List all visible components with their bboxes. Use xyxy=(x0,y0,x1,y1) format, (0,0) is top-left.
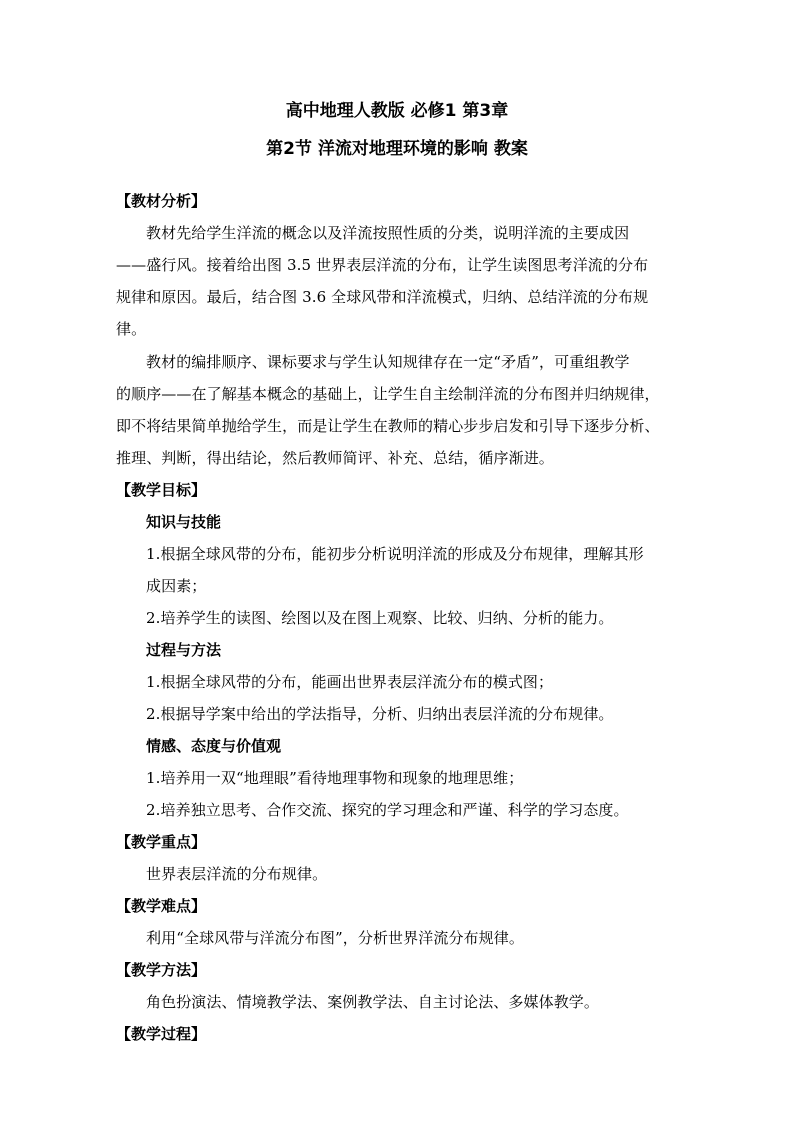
goal-process-item: 2.根据导学案中给出的学法指导，分析、归纳出表层洋流的分布规律。 xyxy=(146,705,614,723)
analysis-p1-line: 规律和原因。最后，结合图 3.6 全球风带和洋流模式，归纳、总结洋流的分布规 xyxy=(116,288,649,306)
methods-text: 角色扮演法、情境教学法、案例教学法、自主讨论法、多媒体教学。 xyxy=(146,993,600,1011)
analysis-p2-line: 教材的编排顺序、课标要求与学生认知规律存在一定“矛盾”，可重组教学 xyxy=(146,353,630,371)
document-subtitle: 第2节 洋流对地理环境的影响 教案 xyxy=(266,139,528,159)
section-heading-goals: 【教学目标】 xyxy=(116,481,207,499)
goal-knowledge-item: 2.培养学生的读图、绘图以及在图上观察、比较、归纳、分析的能力。 xyxy=(146,609,614,627)
goal-knowledge-item: 1.根据全球风带的分布，能初步分析说明洋流的形成及分布规律，理解其形 xyxy=(146,545,644,563)
key-text: 世界表层洋流的分布规律。 xyxy=(146,865,328,883)
goal-emotion-item: 1.培养用一双“地理眼”看待地理事物和现象的地理思维； xyxy=(146,769,524,787)
goal-process-item: 1.根据全球风带的分布，能画出世界表层洋流分布的模式图； xyxy=(146,673,554,691)
analysis-p2-line: 的顺序——在了解基本概念的基础上，让学生自主绘制洋流的分布图并归纳规律， xyxy=(116,385,660,403)
section-heading-difficulty: 【教学难点】 xyxy=(116,897,207,915)
goal-knowledge-item: 成因素； xyxy=(146,577,207,595)
goal-emotion-item: 2.培养独立思考、合作交流、探究的学习理念和严谨、科学的学习态度。 xyxy=(146,801,629,819)
goal-emotion-label: 情感、态度与价值观 xyxy=(146,737,282,755)
section-heading-analysis: 【教材分析】 xyxy=(116,192,207,210)
analysis-p1-line: ——盛行风。接着给出图 3.5 世界表层洋流的分布，让学生读图思考洋流的分布 xyxy=(116,256,649,274)
analysis-p1-line: 律。 xyxy=(116,320,147,338)
document-title: 高中地理人教版 必修1 第3章 xyxy=(285,101,509,121)
analysis-p2-line: 即不将结果简单抛给学生，而是让学生在教师的精心步步启发和引导下逐步分析、 xyxy=(116,417,660,435)
goal-knowledge-label: 知识与技能 xyxy=(146,513,222,531)
analysis-p1-line: 教材先给学生洋流的概念以及洋流按照性质的分类，说明洋流的主要成因 xyxy=(146,224,630,242)
section-heading-process: 【教学过程】 xyxy=(116,1025,207,1043)
analysis-p2-line: 推理、判断，得出结论，然后教师简评、补充、总结，循序渐进。 xyxy=(116,449,554,467)
difficulty-text: 利用“全球风带与洋流分布图”，分析世界洋流分布规律。 xyxy=(146,929,524,947)
goal-process-label: 过程与方法 xyxy=(146,641,222,659)
section-heading-methods: 【教学方法】 xyxy=(116,961,207,979)
section-heading-key: 【教学重点】 xyxy=(116,833,207,851)
